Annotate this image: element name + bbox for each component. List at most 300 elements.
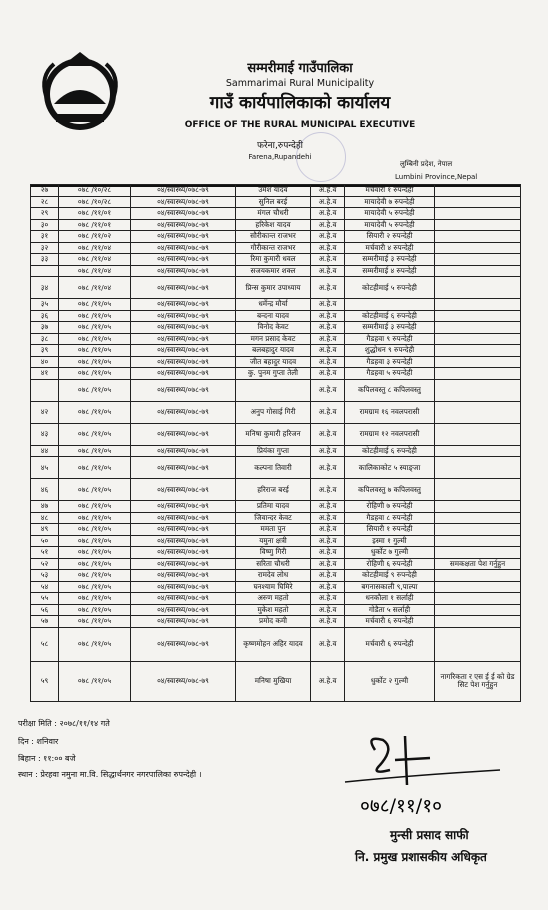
cell-date: ०७८ /११/०५ [59, 345, 131, 357]
cell-remarks [435, 604, 521, 616]
cell-name: जिवान्दर केवट [236, 512, 311, 524]
cell-address: सम्मरीमाई ४ रुपन्देही [345, 265, 435, 277]
cell-date: ०७८ /११/०५ [59, 379, 131, 401]
cell-sn [31, 265, 59, 277]
table-row [31, 265, 521, 277]
province-english: Lumbini Province,Nepal [395, 173, 478, 181]
cell-date: ०७८ /११/०४ [59, 277, 131, 299]
cell-name: सरिता चौधरी [236, 558, 311, 570]
cell-name: सुनिल बरई [236, 196, 311, 208]
cell-name: कल्पना तिवारी [236, 457, 311, 479]
table-row [31, 661, 521, 701]
cell-name: मनिषा कुमारी हरिजन [236, 423, 311, 445]
cell-sn: ३७ [31, 322, 59, 334]
cell-remarks [435, 219, 521, 231]
table-row [31, 581, 521, 593]
cell-sn: ५५ [31, 593, 59, 605]
cell-post: अ.हे.व [311, 616, 345, 628]
cell-ref: ०४/स्वास्थ्य/०७८-७९ [131, 479, 236, 501]
cell-name: मगन प्रसाद केवट [236, 333, 311, 345]
cell-address [345, 299, 435, 311]
municipality-name-english: Sammarimai Rural Municipality [225, 78, 375, 89]
cell-date: ०७८ /११/०५ [59, 501, 131, 513]
cell-name: कु. पुनम गुप्ता तेली [236, 368, 311, 380]
table-row [31, 535, 521, 547]
cell-sn: ४० [31, 356, 59, 368]
cell-post: अ.हे.व [311, 379, 345, 401]
cell-date: ०७८ /१०/२८ [59, 196, 131, 208]
table-row [31, 570, 521, 582]
cell-sn: ५९ [31, 661, 59, 701]
cell-address: गैडहवा ८ रुपन्देही [345, 512, 435, 524]
cell-sn: ३४ [31, 277, 59, 299]
cell-name: रामदेव लोध [236, 570, 311, 582]
cell-post: अ.हे.व [311, 581, 345, 593]
cell-date: ०७८ /११/०५ [59, 661, 131, 701]
cell-remarks [435, 185, 521, 197]
cell-sn: ५७ [31, 616, 59, 628]
cell-date: ०७८ /११/०५ [59, 593, 131, 605]
cell-post: अ.हे.व [311, 512, 345, 524]
cell-date: ०७८ /१०/२८ [59, 185, 131, 197]
cell-post: अ.हे.व [311, 254, 345, 266]
table-row [31, 627, 521, 661]
cell-address: मर्चवारी ६ रुपन्देही [345, 616, 435, 628]
cell-post: अ.हे.व [311, 535, 345, 547]
table-row [31, 501, 521, 513]
cell-address: कोटहीमाई ६ रुपन्देही [345, 445, 435, 457]
cell-remarks [435, 547, 521, 559]
cell-ref: ०४/स्वास्थ्य/०७८-७९ [131, 423, 236, 445]
cell-sn: ४१ [31, 368, 59, 380]
cell-name: सौरीकान्त राजभर [236, 231, 311, 243]
table-row [31, 604, 521, 616]
cell-ref: ०४/स्वास्थ्य/०७८-७९ [131, 368, 236, 380]
cell-name: गौरीकान्त राजभर [236, 242, 311, 254]
cell-name: सजयकमार शक्ल [236, 265, 311, 277]
cell-address: कपिलवस्तु ७ कपिलवस्तु [345, 479, 435, 501]
cell-name: कृष्णमोहन अहिर यादव [236, 627, 311, 661]
exam-date: परीक्षा मिति : २०७८/११/१४ गते [18, 719, 110, 728]
cell-name: विनोद केवट [236, 322, 311, 334]
cell-ref: ०४/स्वास्थ्य/०७८-७९ [131, 547, 236, 559]
cell-sn: ३६ [31, 310, 59, 322]
table-row [31, 457, 521, 479]
cell-ref: ०४/स्वास्थ्य/०७८-७९ [131, 356, 236, 368]
cell-post: अ.हे.व [311, 265, 345, 277]
cell-ref: ०४/स्वास्थ्य/०७८-७९ [131, 185, 236, 197]
cell-address: मायादेवी ५ रुपन्देही [345, 219, 435, 231]
cell-post: अ.हे.व [311, 445, 345, 457]
cell-remarks: समकक्षता पेश गर्नुहुन [435, 558, 521, 570]
cell-ref: ०४/स्वास्थ्य/०७८-७९ [131, 616, 236, 628]
cell-address: कोटहीमाई ६ रुपन्देही [345, 310, 435, 322]
cell-remarks [435, 368, 521, 380]
cell-post: अ.हे.व [311, 524, 345, 536]
cell-sn: ४६ [31, 479, 59, 501]
cell-date: ०७८ /११/०४ [59, 242, 131, 254]
cell-remarks [435, 231, 521, 243]
office-stamp [296, 132, 346, 182]
cell-name [236, 379, 311, 401]
cell-remarks [435, 423, 521, 445]
cell-remarks: नागरिकता र एस ई ई को ग्रेड सिट पेश गर्नुहुन [435, 661, 521, 701]
cell-name: रिमा कुमारी धवल [236, 254, 311, 266]
cell-ref: ०४/स्वास्थ्य/०७८-७९ [131, 593, 236, 605]
cell-ref: ०४/स्वास्थ्य/०७८-७९ [131, 208, 236, 220]
cell-ref: ०४/स्वास्थ्य/०७८-७९ [131, 196, 236, 208]
cell-sn: ४५ [31, 457, 59, 479]
cell-address: इस्मा १ गुल्मी [345, 535, 435, 547]
place-nepali: फरेना,रुपन्देही [257, 141, 303, 151]
cell-remarks [435, 333, 521, 345]
cell-date: ०७८ /११/०५ [59, 401, 131, 423]
cell-date: ०७८ /११/०५ [59, 547, 131, 559]
cell-remarks [435, 501, 521, 513]
cell-address: सम्मरीमाई ३ रुपन्देही [345, 322, 435, 334]
cell-sn: ५१ [31, 547, 59, 559]
cell-sn: २७ [31, 185, 59, 197]
table-row [31, 219, 521, 231]
table-row [31, 242, 521, 254]
table-row [31, 231, 521, 243]
cell-remarks [435, 208, 521, 220]
cell-date: ०७८ /११/०५ [59, 457, 131, 479]
cell-sn: ३२ [31, 242, 59, 254]
cell-address: मायादेवी ७ रुपन्देही [345, 196, 435, 208]
cell-sn: ४८ [31, 512, 59, 524]
cell-post: अ.हे.व [311, 356, 345, 368]
table-row [31, 512, 521, 524]
office-title-english: OFFICE OF THE RURAL MUNICIPAL EXECUTIVE [184, 120, 416, 130]
cell-date: ०७८ /११/०५ [59, 512, 131, 524]
cell-address: कोटहीमाई ९ रुपन्देही [345, 570, 435, 582]
exam-venue: स्थान : प्रेरहवा नमुना मा.वि. सिद्धार्थनगर नगरपालिका रुपन्देही । [18, 770, 202, 779]
cell-date: ०७८ /११/०५ [59, 356, 131, 368]
table-row [31, 558, 521, 570]
cell-sn: ४९ [31, 524, 59, 536]
cell-name: अनुप गोसाई गिरी [236, 401, 311, 423]
table-row [31, 356, 521, 368]
cell-date: ०७८ /११/०४ [59, 265, 131, 277]
cell-name: प्रतिमा यादव [236, 501, 311, 513]
cell-name: घनश्याम घिमिरे [236, 581, 311, 593]
cell-sn: ५३ [31, 570, 59, 582]
cell-name: धर्मेन्द्र मौर्या [236, 299, 311, 311]
cell-name: बलबहादुर यादव [236, 345, 311, 357]
cell-remarks [435, 196, 521, 208]
cell-sn: ३८ [31, 333, 59, 345]
cell-post: अ.हे.व [311, 457, 345, 479]
cell-name: प्रिन्स कुमार उपाध्याय [236, 277, 311, 299]
cell-date: ०७८ /११/०५ [59, 333, 131, 345]
signature-date: ०७८/११/१० [360, 795, 442, 817]
cell-remarks [435, 479, 521, 501]
cell-ref: ०४/स्वास्थ्य/०७८-७९ [131, 242, 236, 254]
cell-ref: ०४/स्वास्थ्य/०७८-७९ [131, 345, 236, 357]
table-row [31, 368, 521, 380]
cell-name: ममता पुन [236, 524, 311, 536]
cell-remarks [435, 524, 521, 536]
cell-date: ०७८ /११/०५ [59, 535, 131, 547]
cell-date: ०७८ /११/०१ [59, 219, 131, 231]
cell-name: मुकेश महतो [236, 604, 311, 616]
cell-remarks [435, 379, 521, 401]
cell-sn: ४२ [31, 401, 59, 423]
cell-ref: ०४/स्वास्थ्य/०७८-७९ [131, 310, 236, 322]
cell-sn: ३५ [31, 299, 59, 311]
cell-name: यमुना क्षत्री [236, 535, 311, 547]
table-row [31, 379, 521, 401]
cell-ref: ०४/स्वास्थ्य/०७८-७९ [131, 512, 236, 524]
cell-remarks [435, 254, 521, 266]
cell-date: ०७८ /११/०२ [59, 231, 131, 243]
cell-date: ०७८ /११/०५ [59, 581, 131, 593]
table-row [31, 185, 521, 197]
cell-sn: ३० [31, 219, 59, 231]
cell-address: सियारी २ रुपन्देही [345, 231, 435, 243]
cell-date: ०७८ /११/०५ [59, 558, 131, 570]
cell-ref: ०४/स्वास्थ्य/०७८-७९ [131, 604, 236, 616]
cell-name: प्रमोद कमी [236, 616, 311, 628]
table-row [31, 445, 521, 457]
cell-date: ०७८ /११/०५ [59, 322, 131, 334]
cell-date: ०७८ /११/०५ [59, 616, 131, 628]
cell-post: अ.हे.व [311, 479, 345, 501]
table-row [31, 345, 521, 357]
cell-ref: ०४/स्वास्थ्य/०७८-७९ [131, 661, 236, 701]
table-row [31, 254, 521, 266]
table-row [31, 547, 521, 559]
table-row [31, 423, 521, 445]
cell-date: ०७८ /११/०५ [59, 299, 131, 311]
cell-remarks [435, 356, 521, 368]
cell-ref: ०४/स्वास्थ्य/०७८-७९ [131, 254, 236, 266]
cell-post: अ.हे.व [311, 299, 345, 311]
table-row [31, 196, 521, 208]
cell-post: अ.हे.व [311, 219, 345, 231]
cell-remarks [435, 512, 521, 524]
cell-name: प्रियंका गुप्ता [236, 445, 311, 457]
cell-address: मर्चवारी १ रुपन्देही [345, 185, 435, 197]
cell-address: मर्चवारी ६ रुपन्देही [345, 627, 435, 661]
cell-remarks [435, 277, 521, 299]
cell-ref: ०४/स्वास्थ्य/०७८-७९ [131, 333, 236, 345]
cell-sn: २९ [31, 208, 59, 220]
table-row [31, 333, 521, 345]
cell-sn: ४३ [31, 423, 59, 445]
cell-ref: ०४/स्वास्थ्य/०७८-७९ [131, 445, 236, 457]
cell-ref: ०४/स्वास्थ्य/०७८-७९ [131, 401, 236, 423]
cell-ref: ०४/स्वास्थ्य/०७८-७९ [131, 627, 236, 661]
cell-address: सियारी १ रुपन्देही [345, 524, 435, 536]
cell-remarks [435, 535, 521, 547]
table-row [31, 322, 521, 334]
cell-date: ०७८ /११/०१ [59, 208, 131, 220]
cell-date: ०७८ /११/०५ [59, 524, 131, 536]
table-row [31, 524, 521, 536]
cell-post: अ.हे.व [311, 185, 345, 197]
cell-ref: ०४/स्वास्थ्य/०७८-७९ [131, 265, 236, 277]
cell-remarks [435, 445, 521, 457]
cell-ref: ०४/स्वास्थ्य/०७८-७९ [131, 379, 236, 401]
table-row [31, 299, 521, 311]
table-row [31, 593, 521, 605]
cell-address: बगनासकाली ९,पाल्पा [345, 581, 435, 593]
cell-sn: ३३ [31, 254, 59, 266]
cell-address: मर्चवारी ४ रुपन्देही [345, 242, 435, 254]
cell-name: विष्णु गिरी [236, 547, 311, 559]
cell-remarks [435, 457, 521, 479]
cell-sn: ५६ [31, 604, 59, 616]
cell-ref: ०४/स्वास्थ्य/०७८-७९ [131, 219, 236, 231]
cell-address: रोहिणी ६ रुपन्देही [345, 558, 435, 570]
office-title-nepali: गाउँ कार्यपालिकाको कार्यालय [209, 93, 391, 113]
cell-sn: ३९ [31, 345, 59, 357]
cell-post: अ.हे.व [311, 196, 345, 208]
place-english: Farena,Rupandehi [248, 153, 312, 161]
cell-ref: ०४/स्वास्थ्य/०७८-७९ [131, 524, 236, 536]
cell-address: गैडहवा ९ रुपन्देही [345, 333, 435, 345]
cell-post: अ.हे.व [311, 401, 345, 423]
cell-date: ०७८ /११/०५ [59, 445, 131, 457]
cell-address: सम्मरीमाई ३ रुपन्देही [345, 254, 435, 266]
cell-post: अ.हे.व [311, 368, 345, 380]
cell-ref: ०४/स्वास्थ्य/०७८-७९ [131, 322, 236, 334]
cell-date: ०७८ /११/०५ [59, 627, 131, 661]
cell-address: गैडहवा ३ रुपन्देही [345, 356, 435, 368]
cell-name: जीत बहादुर यादव [236, 356, 311, 368]
cell-post: अ.हे.व [311, 310, 345, 322]
cell-address: शुद्धोधन ९ रुपन्देही [345, 345, 435, 357]
cell-ref: ०४/स्वास्थ्य/०७८-७९ [131, 457, 236, 479]
cell-date: ०७८ /११/०५ [59, 423, 131, 445]
signatory-name: मुन्सी प्रसाद साफी [390, 828, 469, 842]
cell-remarks [435, 570, 521, 582]
table-row [31, 310, 521, 322]
cell-remarks [435, 299, 521, 311]
cell-name: मंगल चौधरी [236, 208, 311, 220]
cell-name: हरिकेश यादव [236, 219, 311, 231]
cell-post: अ.हे.व [311, 627, 345, 661]
cell-ref: ०४/स्वास्थ्य/०७८-७९ [131, 558, 236, 570]
cell-post: अ.हे.व [311, 277, 345, 299]
exam-day: दिन : शनिवार [18, 737, 59, 746]
cell-date: ०७८ /११/०५ [59, 570, 131, 582]
cell-remarks [435, 322, 521, 334]
signatory-title: नि. प्रमुख प्रशासकीय अधिकृत [355, 850, 487, 864]
cell-post: अ.हे.व [311, 345, 345, 357]
cell-name: मनिषा मुखिया [236, 661, 311, 701]
table-row [31, 208, 521, 220]
table-row [31, 401, 521, 423]
province-nepali: लुम्बिनी प्रदेश, नेपाल [400, 160, 453, 168]
cell-address: कालिकाकोट ५ स्याङ्जा [345, 457, 435, 479]
cell-remarks [435, 616, 521, 628]
cell-address: धुर्कोट २ गुल्मी [345, 661, 435, 701]
cell-address: गोडैता ५ सर्लाही [345, 604, 435, 616]
cell-sn: ५८ [31, 627, 59, 661]
cell-remarks [435, 401, 521, 423]
cell-remarks [435, 242, 521, 254]
cell-remarks [435, 265, 521, 277]
cell-date: ०७८ /११/०५ [59, 479, 131, 501]
cell-address: रामग्राम १२ नवलपरासी [345, 423, 435, 445]
cell-remarks [435, 581, 521, 593]
cell-post: अ.हे.व [311, 570, 345, 582]
candidate-table-body [31, 185, 521, 702]
cell-name: उमेश यादव [236, 185, 311, 197]
cell-post: अ.हे.व [311, 547, 345, 559]
cell-ref: ०४/स्वास्थ्य/०७८-७९ [131, 570, 236, 582]
cell-address: गैडहवा ५ रुपन्देही [345, 368, 435, 380]
cell-post: अ.हे.व [311, 333, 345, 345]
cell-date: ०७८ /११/०४ [59, 254, 131, 266]
cell-address: रोहिणी ७ रुपन्देही [345, 501, 435, 513]
cell-remarks [435, 627, 521, 661]
exam-time: बिहान : ११:०० बजे [18, 754, 76, 763]
cell-post: अ.हे.व [311, 558, 345, 570]
cell-sn: २८ [31, 196, 59, 208]
cell-sn [31, 379, 59, 401]
cell-address: धनकौला १ सर्लाही [345, 593, 435, 605]
cell-remarks [435, 345, 521, 357]
cell-ref: ०४/स्वास्थ्य/०७८-७९ [131, 299, 236, 311]
cell-name: बन्दना यादव [236, 310, 311, 322]
cell-ref: ०४/स्वास्थ्य/०७८-७९ [131, 535, 236, 547]
cell-address: मायादेवी ५ रुपन्देही [345, 208, 435, 220]
cell-address: रामग्राम १६ नवलपरासी [345, 401, 435, 423]
cell-post: अ.हे.व [311, 208, 345, 220]
cell-ref: ०४/स्वास्थ्य/०७८-७९ [131, 581, 236, 593]
table-row [31, 479, 521, 501]
cell-ref: ०४/स्वास्थ्य/०७८-७९ [131, 231, 236, 243]
cell-remarks [435, 310, 521, 322]
municipality-name-nepali: सम्मरीमाई गाउँपालिका [247, 61, 353, 76]
handwritten-signature [335, 730, 510, 820]
cell-sn: ५२ [31, 558, 59, 570]
cell-post: अ.हे.व [311, 423, 345, 445]
cell-name: अरुण महतो [236, 593, 311, 605]
cell-post: अ.हे.व [311, 501, 345, 513]
cell-post: अ.हे.व [311, 593, 345, 605]
cell-address: कोटहीमाई ५ रुपन्देही [345, 277, 435, 299]
cell-post: अ.हे.व [311, 604, 345, 616]
cell-sn: ४४ [31, 445, 59, 457]
cell-ref: ०४/स्वास्थ्य/०७८-७९ [131, 501, 236, 513]
cell-date: ०७८ /११/०५ [59, 368, 131, 380]
cell-remarks [435, 593, 521, 605]
table-row [31, 277, 521, 299]
cell-post: अ.हे.व [311, 661, 345, 701]
cell-sn: ५४ [31, 581, 59, 593]
cell-post: अ.हे.व [311, 242, 345, 254]
candidate-table [30, 184, 521, 702]
cell-address: धुर्कोट ७ गुल्मी [345, 547, 435, 559]
cell-date: ०७८ /११/०५ [59, 310, 131, 322]
cell-ref: ०४/स्वास्थ्य/०७८-७९ [131, 277, 236, 299]
cell-post: अ.हे.व [311, 322, 345, 334]
cell-name: हरिराज बरई [236, 479, 311, 501]
cell-sn: ४७ [31, 501, 59, 513]
government-emblem-logo [34, 46, 126, 138]
cell-date: ०७८ /११/०५ [59, 604, 131, 616]
cell-address: कपिलवस्तु ८ कपिलवस्तु [345, 379, 435, 401]
cell-sn: ३१ [31, 231, 59, 243]
cell-post: अ.हे.व [311, 231, 345, 243]
table-row [31, 616, 521, 628]
cell-sn: ५० [31, 535, 59, 547]
